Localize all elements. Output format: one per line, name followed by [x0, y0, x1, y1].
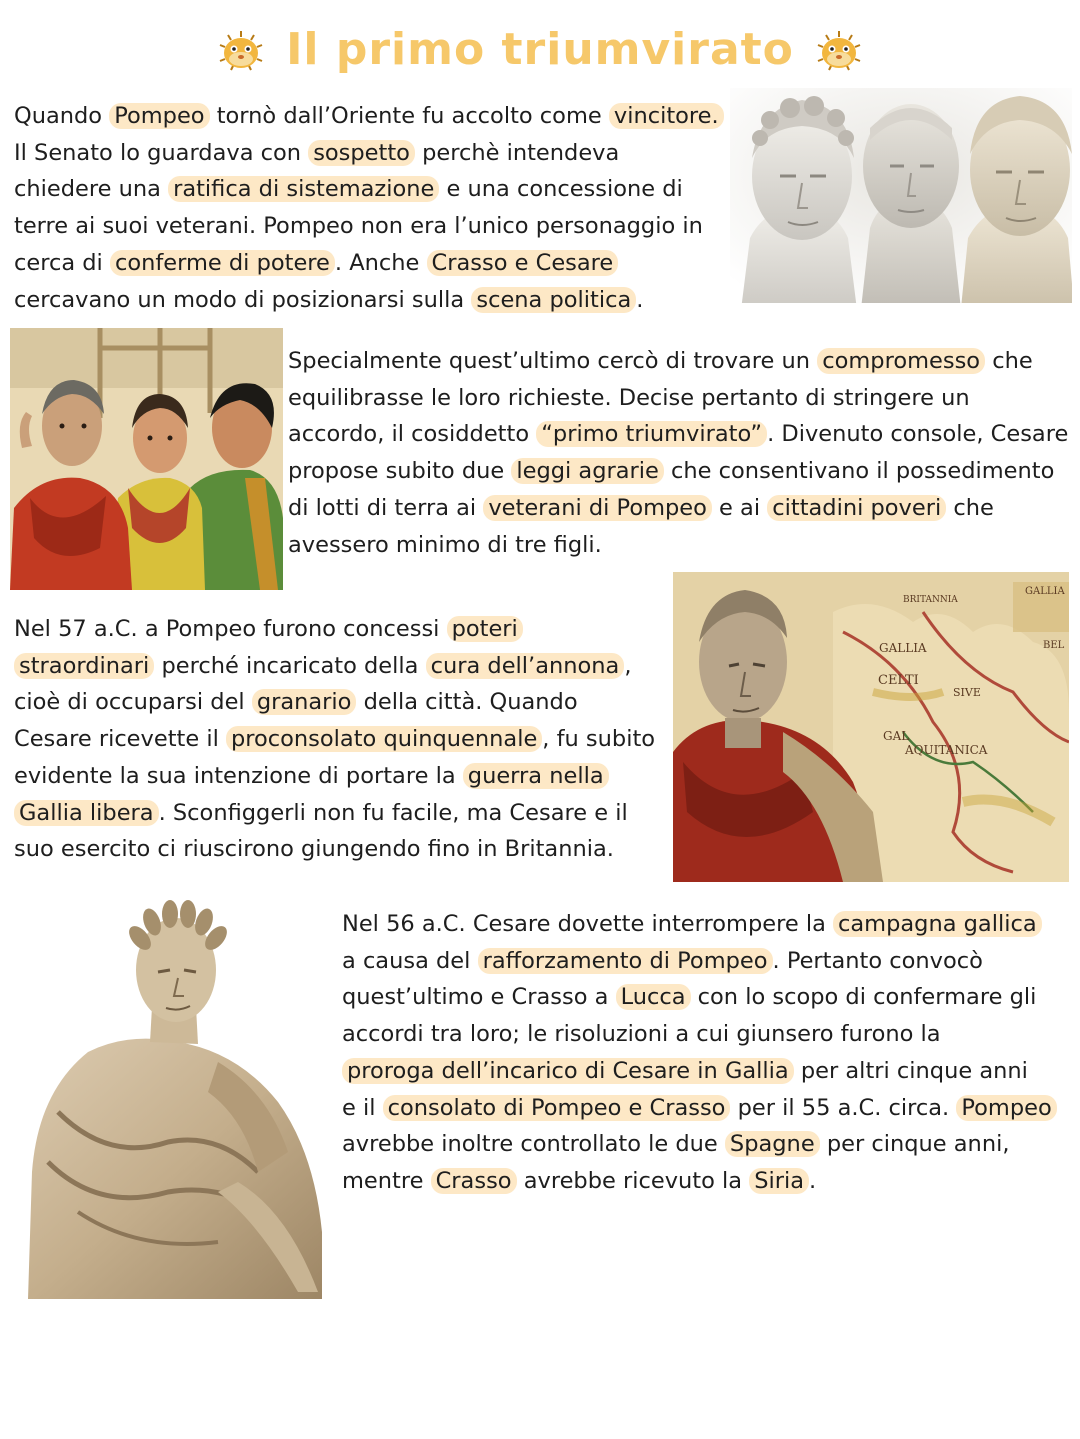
text-segment: cercavano un modo di posizionarsi sulla: [14, 286, 472, 313]
text-line: [288, 453, 1068, 490]
text-line: [14, 98, 724, 135]
text-segment: chiedere una: [14, 176, 169, 203]
text-line: [14, 171, 724, 208]
text-line: [14, 721, 655, 758]
paragraph-3: [14, 611, 655, 868]
text-segment: e il: [342, 1094, 383, 1121]
text-line: [14, 684, 655, 721]
text-segment: equilibrasse le loro richieste. Decise pertanto di stringere un: [288, 384, 970, 411]
text-segment: per il 55 a.C. circa.: [730, 1094, 957, 1121]
text-line: [14, 758, 655, 795]
map-label: GAL: [883, 729, 910, 743]
map-label: AQUITANICA: [905, 743, 988, 757]
text-segment: evidente la sua intenzione di portare la: [14, 762, 463, 789]
text-line: [342, 1053, 1057, 1090]
text-segment: che consentivano il possedimento: [663, 458, 1055, 485]
caesar-map-image: [673, 572, 1069, 882]
text-line: [14, 831, 655, 868]
pufferfish-icon: [812, 29, 866, 75]
highlighted-term: veterani di Pompeo: [483, 495, 712, 521]
highlighted-term: conferme di potere: [110, 250, 335, 276]
text-segment: Nel 57 a.C. a Pompeo furono concessi: [14, 616, 447, 642]
text-segment: che: [946, 494, 994, 521]
text-line: [288, 416, 1068, 453]
highlighted-term: compromesso: [817, 348, 985, 374]
text-line: [14, 245, 724, 282]
highlighted-term: scena politica: [471, 287, 636, 313]
text-line: [288, 527, 1068, 564]
paragraph-2: [288, 343, 1068, 563]
highlighted-term: Crasso: [431, 1168, 517, 1194]
highlighted-term: campagna gallica: [833, 911, 1042, 937]
highlighted-term: “primo triumvirato”: [536, 421, 767, 447]
text-line: [342, 1126, 1057, 1163]
text-line: [288, 343, 1068, 380]
highlighted-term: Spagne: [725, 1131, 820, 1157]
text-line: [14, 282, 724, 319]
text-segment: avessero minimo di tre figli.: [288, 531, 602, 558]
highlighted-term: Lucca: [616, 984, 691, 1010]
text-segment: e una concessione di: [439, 176, 683, 203]
text-line: [14, 611, 655, 648]
highlighted-term: leggi agrarie: [511, 458, 664, 484]
highlighted-term: cittadini poveri: [767, 495, 946, 521]
map-label: GALLIA: [1025, 586, 1065, 597]
page-title-row: [0, 24, 1080, 75]
text-segment: . Sconfiggerli non fu facile, ma Cesare e il: [158, 799, 628, 826]
text-line: [342, 906, 1057, 943]
text-line: [342, 1016, 1057, 1053]
highlighted-term: Pompeo: [956, 1095, 1056, 1121]
text-line: [342, 979, 1057, 1016]
text-line: [14, 795, 655, 832]
highlighted-term: proroga dell’incarico di Cesare in Gallia: [342, 1058, 794, 1084]
text-line: [342, 1090, 1057, 1127]
text-segment: a causa del: [342, 947, 478, 974]
text-segment: , fu subito: [542, 726, 656, 753]
text-segment: con lo scopo di confermare gli: [690, 984, 1037, 1011]
text-line: [288, 380, 1068, 417]
highlighted-term: proconsolato quinquennale: [226, 726, 542, 752]
paragraph-4: [342, 906, 1057, 1200]
text-segment: terre ai suoi veterani. Pompeo non era l’unico personaggio in: [14, 213, 703, 240]
text-segment: accordi tra loro; le risoluzioni a cui giunsero furono la: [342, 1021, 941, 1048]
text-segment: cioè di occuparsi del: [14, 689, 252, 716]
text-segment: che: [985, 348, 1033, 374]
text-segment: della città. Quando: [356, 689, 578, 716]
highlighted-term: Siria: [749, 1168, 809, 1194]
highlighted-term: ratifica di sistemazione: [168, 176, 439, 202]
text-segment: tornò dall’Oriente fu accolto come: [209, 103, 609, 129]
text-line: [14, 208, 724, 245]
highlighted-term: sospetto: [308, 140, 415, 166]
map-label: BRITANNIA: [903, 595, 958, 605]
text-segment: .: [636, 286, 644, 313]
text-line: [14, 135, 724, 172]
text-segment: perché incaricato della: [154, 652, 426, 679]
map-label: SIVE: [953, 686, 981, 699]
text-line: [342, 943, 1057, 980]
text-segment: avrebbe ricevuto la: [516, 1167, 750, 1194]
text-segment: .: [809, 1167, 817, 1194]
text-segment: Nel 56 a.C. Cesare dovette interrompere la: [342, 911, 834, 937]
map-label: BEL: [1043, 640, 1065, 651]
pufferfish-icon: [214, 29, 268, 75]
text-segment: per cinque anni,: [819, 1131, 1010, 1158]
paragraph-1: [14, 98, 724, 318]
page-title: Il primo triumvirato: [286, 24, 794, 75]
text-segment: Quando: [14, 103, 110, 129]
three-busts-image: [730, 88, 1072, 303]
text-segment: . Divenuto console, Cesare: [767, 421, 1069, 448]
text-line: [342, 1163, 1057, 1200]
text-segment: . Pertanto convocò: [772, 947, 983, 974]
triumvirate-illustration: [10, 328, 283, 590]
text-segment: avrebbe inoltre controllato le due: [342, 1131, 725, 1158]
text-segment: accordo, il cosiddetto: [288, 421, 537, 448]
text-segment: mentre: [342, 1167, 431, 1194]
text-segment: per altri cinque anni: [793, 1057, 1028, 1084]
highlighted-term: granario: [252, 689, 357, 715]
text-line: [288, 490, 1068, 527]
text-segment: e ai: [711, 494, 768, 521]
caesar-statue-image: [18, 892, 326, 1299]
text-line: [14, 648, 655, 685]
text-segment: Cesare ricevette il: [14, 726, 226, 753]
highlighted-term: rafforzamento di Pompeo: [478, 948, 773, 974]
text-segment: di lotti di terra ai: [288, 494, 484, 521]
map-label: CELTI: [878, 673, 919, 688]
highlighted-term: Crasso e Cesare: [427, 250, 619, 276]
highlighted-term: Pompeo: [109, 103, 209, 129]
highlighted-term: guerra nella: [463, 763, 609, 789]
highlighted-term: Gallia libera: [14, 800, 159, 826]
text-segment: propose subito due: [288, 458, 512, 485]
highlighted-term: consolato di Pompeo e Crasso: [383, 1095, 731, 1121]
highlighted-term: vincitore.: [609, 103, 724, 129]
text-segment: Il Senato lo guardava con: [14, 139, 309, 166]
text-segment: . Anche: [334, 249, 427, 276]
text-segment: perchè intendeva: [414, 139, 620, 166]
text-segment: suo esercito ci riuscirono giungendo fino in Britannia.: [14, 836, 614, 863]
map-label: GALLIA: [879, 641, 927, 655]
highlighted-term: straordinari: [14, 653, 154, 679]
text-segment: quest’ultimo e Crasso a: [342, 984, 616, 1011]
text-segment: ,: [624, 652, 632, 679]
text-segment: cerca di: [14, 249, 110, 276]
highlighted-term: cura dell’annona: [426, 653, 625, 679]
highlighted-term: poteri: [447, 616, 523, 642]
text-segment: Specialmente quest’ultimo cercò di trovare un: [288, 348, 818, 374]
